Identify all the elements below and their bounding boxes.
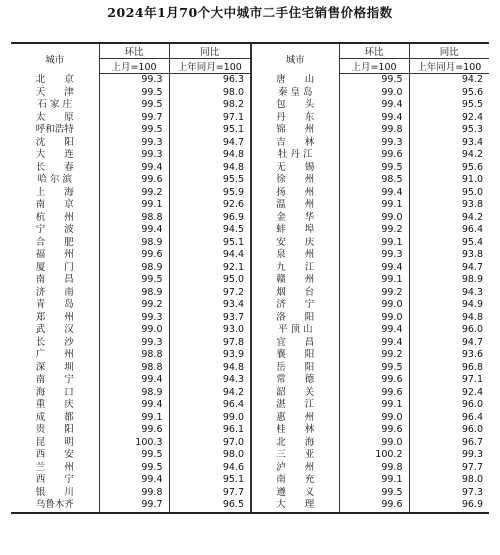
table-body (11, 74, 489, 513)
table-row (11, 487, 489, 500)
mom-left-cell: 99.7 (99, 112, 169, 125)
city-left-cell: 西 安 (35, 449, 74, 460)
table-row (11, 349, 489, 362)
mom-left-cell: 99.3 (99, 137, 169, 150)
city-right-cell: 丹 东 (251, 112, 339, 125)
table-row (11, 299, 489, 312)
mom-right-cell: 99.4 (339, 262, 409, 275)
mom-right-cell: 99.3 (339, 137, 409, 150)
table-row (11, 324, 489, 337)
yoy-right-cell: 94.2 (409, 149, 489, 162)
yoy-right-cell: 95.0 (409, 187, 489, 200)
yoy-right-cell: 96.0 (409, 324, 489, 337)
table-row (11, 262, 489, 275)
yoy-left-cell: 99.0 (169, 412, 251, 425)
yoy-left-cell: 96.5 (169, 499, 251, 513)
yoy-left-cell: 97.7 (169, 487, 251, 500)
mom-right-cell: 98.5 (339, 174, 409, 187)
table-row (11, 174, 489, 187)
table-row (11, 287, 489, 300)
yoy-left-cell: 94.8 (169, 362, 251, 375)
yoy-right-cell: 93.4 (409, 137, 489, 150)
yoy-left-cell: 95.9 (169, 187, 251, 200)
table-row (11, 274, 489, 287)
yoy-right-cell: 95.6 (409, 162, 489, 175)
mom-left-cell: 99.5 (99, 99, 169, 112)
mom-right-cell: 99.0 (339, 312, 409, 325)
mom-left-cell: 99.3 (99, 74, 169, 87)
city-right-cell: 吉 林 (251, 137, 339, 150)
yoy-left-cell: 94.5 (169, 224, 251, 237)
yoy-left-cell: 93.4 (169, 299, 251, 312)
city-right-cell: 牡 丹 江 (251, 149, 339, 162)
yoy-left-cell: 94.6 (169, 462, 251, 475)
city-right-cell: 岳 阳 (251, 362, 339, 375)
city-header-left: 城市 (11, 43, 99, 74)
city-left-cell: 杭 州 (35, 211, 74, 223)
mom-right-cell: 99.4 (339, 324, 409, 337)
yoy-right-cell: 94.8 (409, 312, 489, 325)
city-left-cell: 深 圳 (35, 361, 74, 373)
mom-right-cell: 99.5 (339, 162, 409, 175)
city-right-cell: 泉 州 (251, 249, 339, 262)
city-right-cell: 宜 昌 (251, 337, 339, 350)
yoy-right-cell: 95.6 (409, 87, 489, 100)
city-right-cell: 北 海 (251, 437, 339, 450)
mom-base-left: 上月=100 (99, 59, 169, 74)
table-row (11, 112, 489, 125)
yoy-right-cell: 94.7 (409, 337, 489, 350)
city-right-cell: 遵 义 (251, 487, 339, 500)
mom-left-cell: 99.8 (99, 487, 169, 500)
table-row (11, 149, 489, 162)
city-right-cell: 赣 州 (251, 274, 339, 287)
city-left-cell: 海 口 (35, 386, 74, 398)
yoy-right-cell: 93.6 (409, 349, 489, 362)
city-right-cell: 锦 州 (251, 124, 339, 137)
table-row (11, 474, 489, 487)
yoy-left-cell: 95.1 (169, 124, 251, 137)
city-left-cell: 南 昌 (35, 274, 74, 285)
mom-left-cell: 99.4 (99, 162, 169, 175)
yoy-right-cell: 98.9 (409, 274, 489, 287)
table-row (11, 249, 489, 262)
yoy-left-cell: 98.0 (169, 87, 251, 100)
city-right-cell: 济 宁 (251, 299, 339, 312)
yoy-right-cell: 91.0 (409, 174, 489, 187)
yoy-right-cell: 95.3 (409, 124, 489, 137)
mom-right-cell: 99.6 (339, 374, 409, 387)
yoy-right-cell: 96.9 (409, 499, 489, 513)
yoy-left-cell: 93.9 (169, 349, 251, 362)
table-row (11, 462, 489, 475)
yoy-left-cell: 95.1 (169, 237, 251, 250)
yoy-left-cell: 92.6 (169, 199, 251, 212)
table-row (11, 87, 489, 100)
table-row (11, 212, 489, 225)
mom-right-cell: 99.1 (339, 199, 409, 212)
yoy-right-cell: 96.7 (409, 437, 489, 450)
mom-header-left: 环比 (99, 43, 169, 59)
city-right-cell: 常 德 (251, 374, 339, 387)
yoy-right-cell: 92.4 (409, 112, 489, 125)
city-right-cell: 平 顶 山 (251, 324, 339, 337)
yoy-right-cell: 94.2 (409, 212, 489, 225)
yoy-header-right: 同比 (409, 43, 489, 59)
yoy-right-cell: 96.4 (409, 412, 489, 425)
mom-left-cell: 98.8 (99, 212, 169, 225)
yoy-left-cell: 97.2 (169, 287, 251, 300)
mom-right-cell: 99.0 (339, 87, 409, 100)
city-right-cell: 九 江 (251, 262, 339, 275)
city-left-cell: 乌鲁木齐 (11, 499, 99, 513)
city-left-cell: 天 津 (35, 86, 74, 98)
mom-left-cell: 99.3 (99, 337, 169, 350)
mom-right-cell: 99.0 (339, 212, 409, 225)
yoy-left-cell: 94.2 (169, 387, 251, 400)
yoy-left-cell: 95.0 (169, 274, 251, 287)
city-right-cell: 大 理 (251, 499, 339, 513)
table-row (11, 124, 489, 137)
table-row (11, 362, 489, 375)
mom-left-cell: 99.3 (99, 312, 169, 325)
city-left-cell: 南 宁 (35, 374, 74, 385)
city-right-cell: 温 州 (251, 199, 339, 212)
yoy-left-cell: 93.0 (169, 324, 251, 337)
yoy-right-cell: 95.4 (409, 237, 489, 250)
mom-left-cell: 99.2 (99, 187, 169, 200)
city-left-cell: 兰 州 (35, 461, 74, 473)
yoy-right-cell: 94.2 (409, 74, 489, 87)
table-row (11, 437, 489, 450)
city-left-cell: 银 川 (35, 486, 74, 498)
yoy-left-cell: 98.2 (169, 99, 251, 112)
mom-right-cell: 99.6 (339, 424, 409, 437)
city-right-cell: 惠 州 (251, 412, 339, 425)
mom-right-cell: 99.0 (339, 412, 409, 425)
yoy-right-cell: 97.7 (409, 462, 489, 475)
mom-left-cell: 98.9 (99, 287, 169, 300)
yoy-right-cell: 92.4 (409, 387, 489, 400)
city-left-cell: 呼和浩特 (35, 124, 74, 135)
mom-left-cell: 100.3 (99, 437, 169, 450)
yoy-right-cell: 99.3 (409, 449, 489, 462)
yoy-right-cell: 98.0 (409, 474, 489, 487)
yoy-left-cell: 92.1 (169, 262, 251, 275)
mom-right-cell: 99.1 (339, 474, 409, 487)
mom-left-cell: 99.2 (99, 299, 169, 312)
mom-right-cell: 99.0 (339, 437, 409, 450)
city-right-cell: 秦 皇 岛 (251, 87, 339, 100)
yoy-right-cell: 97.1 (409, 374, 489, 387)
mom-right-cell: 99.1 (339, 237, 409, 250)
table-row (11, 199, 489, 212)
table-row (11, 137, 489, 150)
city-left-cell: 合 肥 (35, 236, 74, 248)
yoy-right-cell: 94.9 (409, 299, 489, 312)
yoy-right-cell: 94.7 (409, 262, 489, 275)
city-right-cell: 金 华 (251, 212, 339, 225)
yoy-right-cell: 95.5 (409, 99, 489, 112)
mom-left-cell: 98.8 (99, 362, 169, 375)
yoy-left-cell: 97.8 (169, 337, 251, 350)
yoy-left-cell: 96.1 (169, 424, 251, 437)
mom-left-cell: 99.1 (99, 412, 169, 425)
mom-left-cell: 98.8 (99, 349, 169, 362)
yoy-left-cell: 96.4 (169, 399, 251, 412)
yoy-left-cell: 94.8 (169, 162, 251, 175)
table-row (11, 399, 489, 412)
mom-right-cell: 99.8 (339, 124, 409, 137)
mom-right-cell: 99.1 (339, 399, 409, 412)
yoy-right-cell: 93.8 (409, 249, 489, 262)
mom-left-cell: 98.9 (99, 237, 169, 250)
table-row (11, 424, 489, 437)
city-left-cell: 太 原 (35, 111, 74, 123)
city-left-cell: 北 京 (35, 73, 74, 85)
city-right-cell: 南 充 (251, 474, 339, 487)
mom-left-cell: 99.3 (99, 149, 169, 162)
city-header-right: 城市 (251, 43, 339, 74)
mom-left-cell: 99.6 (99, 174, 169, 187)
city-left-cell: 郑 州 (35, 311, 74, 323)
yoy-left-cell: 94.8 (169, 149, 251, 162)
yoy-base-left: 上年同月=100 (169, 59, 251, 74)
yoy-right-cell: 96.4 (409, 224, 489, 237)
mom-left-cell: 99.0 (99, 324, 169, 337)
city-left-cell: 武 汉 (35, 324, 74, 335)
mom-left-cell: 99.1 (99, 199, 169, 212)
city-right-cell: 徐 州 (251, 174, 339, 187)
mom-right-cell: 99.4 (339, 112, 409, 125)
city-right-cell: 无 锡 (251, 162, 339, 175)
yoy-right-cell: 93.8 (409, 199, 489, 212)
city-left-cell: 沈 阳 (35, 136, 74, 148)
mom-left-cell: 99.5 (99, 274, 169, 287)
mom-left-cell: 99.5 (99, 449, 169, 462)
city-left-cell: 广 州 (35, 349, 74, 360)
yoy-right-cell: 96.0 (409, 399, 489, 412)
table-row (11, 449, 489, 462)
table-row (11, 237, 489, 250)
mom-right-cell: 99.2 (339, 349, 409, 362)
city-right-cell: 蚌 埠 (251, 224, 339, 237)
mom-right-cell: 99.5 (339, 487, 409, 500)
yoy-right-cell: 96.0 (409, 424, 489, 437)
mom-left-cell: 98.9 (99, 387, 169, 400)
yoy-right-cell: 97.3 (409, 487, 489, 500)
city-left-cell: 成 都 (35, 411, 74, 423)
city-left-cell: 济 南 (35, 286, 74, 298)
city-right-cell: 韶 关 (251, 387, 339, 400)
yoy-left-cell: 98.0 (169, 449, 251, 462)
city-right-cell: 洛 阳 (251, 312, 339, 325)
yoy-left-cell: 94.3 (169, 374, 251, 387)
mom-right-cell: 99.2 (339, 224, 409, 237)
city-right-cell: 桂 林 (251, 424, 339, 437)
yoy-left-cell: 97.1 (169, 112, 251, 125)
city-right-cell: 扬 州 (251, 187, 339, 200)
mom-left-cell: 99.5 (99, 462, 169, 475)
city-right-cell: 烟 台 (251, 287, 339, 300)
yoy-left-cell: 95.5 (169, 174, 251, 187)
mom-left-cell: 99.4 (99, 224, 169, 237)
city-left-cell: 贵 阳 (35, 424, 74, 435)
table-row (11, 412, 489, 425)
mom-left-cell: 99.6 (99, 424, 169, 437)
table-row (11, 499, 489, 513)
city-right-cell: 唐 山 (251, 74, 339, 87)
yoy-header-left: 同比 (169, 43, 251, 59)
city-left-cell: 西 宁 (35, 474, 74, 485)
mom-right-cell: 99.8 (339, 462, 409, 475)
mom-right-cell: 99.5 (339, 74, 409, 87)
yoy-base-right: 上年同月=100 (409, 59, 489, 74)
document-title: 2024年1月70个大中城市二手住宅销售价格指数 (107, 5, 393, 20)
mom-left-cell: 99.6 (99, 249, 169, 262)
city-left-cell: 大 连 (35, 149, 74, 160)
yoy-left-cell: 95.1 (169, 474, 251, 487)
header-row (11, 43, 489, 59)
mom-right-cell: 99.4 (339, 187, 409, 200)
city-left-cell: 厦 门 (35, 261, 74, 273)
city-right-cell: 安 庆 (251, 237, 339, 250)
mom-left-cell: 98.9 (99, 262, 169, 275)
mom-left-cell: 99.7 (99, 499, 169, 513)
mom-right-cell: 100.2 (339, 449, 409, 462)
mom-right-cell: 99.0 (339, 299, 409, 312)
mom-left-cell: 99.4 (99, 474, 169, 487)
table-row (11, 224, 489, 237)
yoy-left-cell: 94.4 (169, 249, 251, 262)
mom-left-cell: 99.5 (99, 87, 169, 100)
city-left-cell: 长 春 (35, 161, 74, 173)
city-left-cell: 石 家 庄 (37, 99, 73, 110)
city-left-cell: 昆 明 (35, 436, 74, 448)
mom-right-cell: 99.3 (339, 249, 409, 262)
city-left-cell: 青 岛 (35, 299, 74, 310)
yoy-left-cell: 97.0 (169, 437, 251, 450)
mom-header-right: 环比 (339, 43, 409, 59)
table-row (11, 187, 489, 200)
mom-right-cell: 99.2 (339, 287, 409, 300)
yoy-left-cell: 93.7 (169, 312, 251, 325)
mom-right-cell: 99.4 (339, 99, 409, 112)
yoy-left-cell: 96.3 (169, 74, 251, 87)
city-left-cell: 哈 尔 滨 (37, 174, 73, 185)
mom-right-cell: 99.6 (339, 499, 409, 513)
mom-right-cell: 99.1 (339, 274, 409, 287)
mom-right-cell: 99.6 (339, 387, 409, 400)
city-left-cell: 长 沙 (35, 336, 74, 348)
table-row (11, 162, 489, 175)
yoy-right-cell: 96.8 (409, 362, 489, 375)
mom-right-cell: 99.5 (339, 362, 409, 375)
price-index-table (11, 42, 489, 514)
yoy-left-cell: 96.9 (169, 212, 251, 225)
yoy-right-cell: 94.3 (409, 287, 489, 300)
city-left-cell: 福 州 (35, 249, 74, 260)
yoy-left-cell: 94.7 (169, 137, 251, 150)
table-row (11, 312, 489, 325)
table-row (11, 337, 489, 350)
city-right-cell: 包 头 (251, 99, 339, 112)
city-right-cell: 湛 江 (251, 399, 339, 412)
city-left-cell: 宁 波 (35, 224, 74, 235)
city-right-cell: 泸 州 (251, 462, 339, 475)
city-right-cell: 襄 阳 (251, 349, 339, 362)
city-left-cell: 重 庆 (35, 399, 74, 410)
mom-left-cell: 99.5 (99, 124, 169, 137)
city-left-cell: 南 京 (35, 199, 74, 210)
table-row (11, 374, 489, 387)
mom-base-right: 上月=100 (339, 59, 409, 74)
mom-right-cell: 99.4 (339, 337, 409, 350)
table-row (11, 74, 489, 87)
table-row (11, 99, 489, 112)
city-left-cell: 上 海 (35, 186, 74, 198)
mom-left-cell: 99.4 (99, 374, 169, 387)
table-row (11, 387, 489, 400)
mom-left-cell: 99.4 (99, 399, 169, 412)
city-right-cell: 三 亚 (251, 449, 339, 462)
mom-right-cell: 99.6 (339, 149, 409, 162)
